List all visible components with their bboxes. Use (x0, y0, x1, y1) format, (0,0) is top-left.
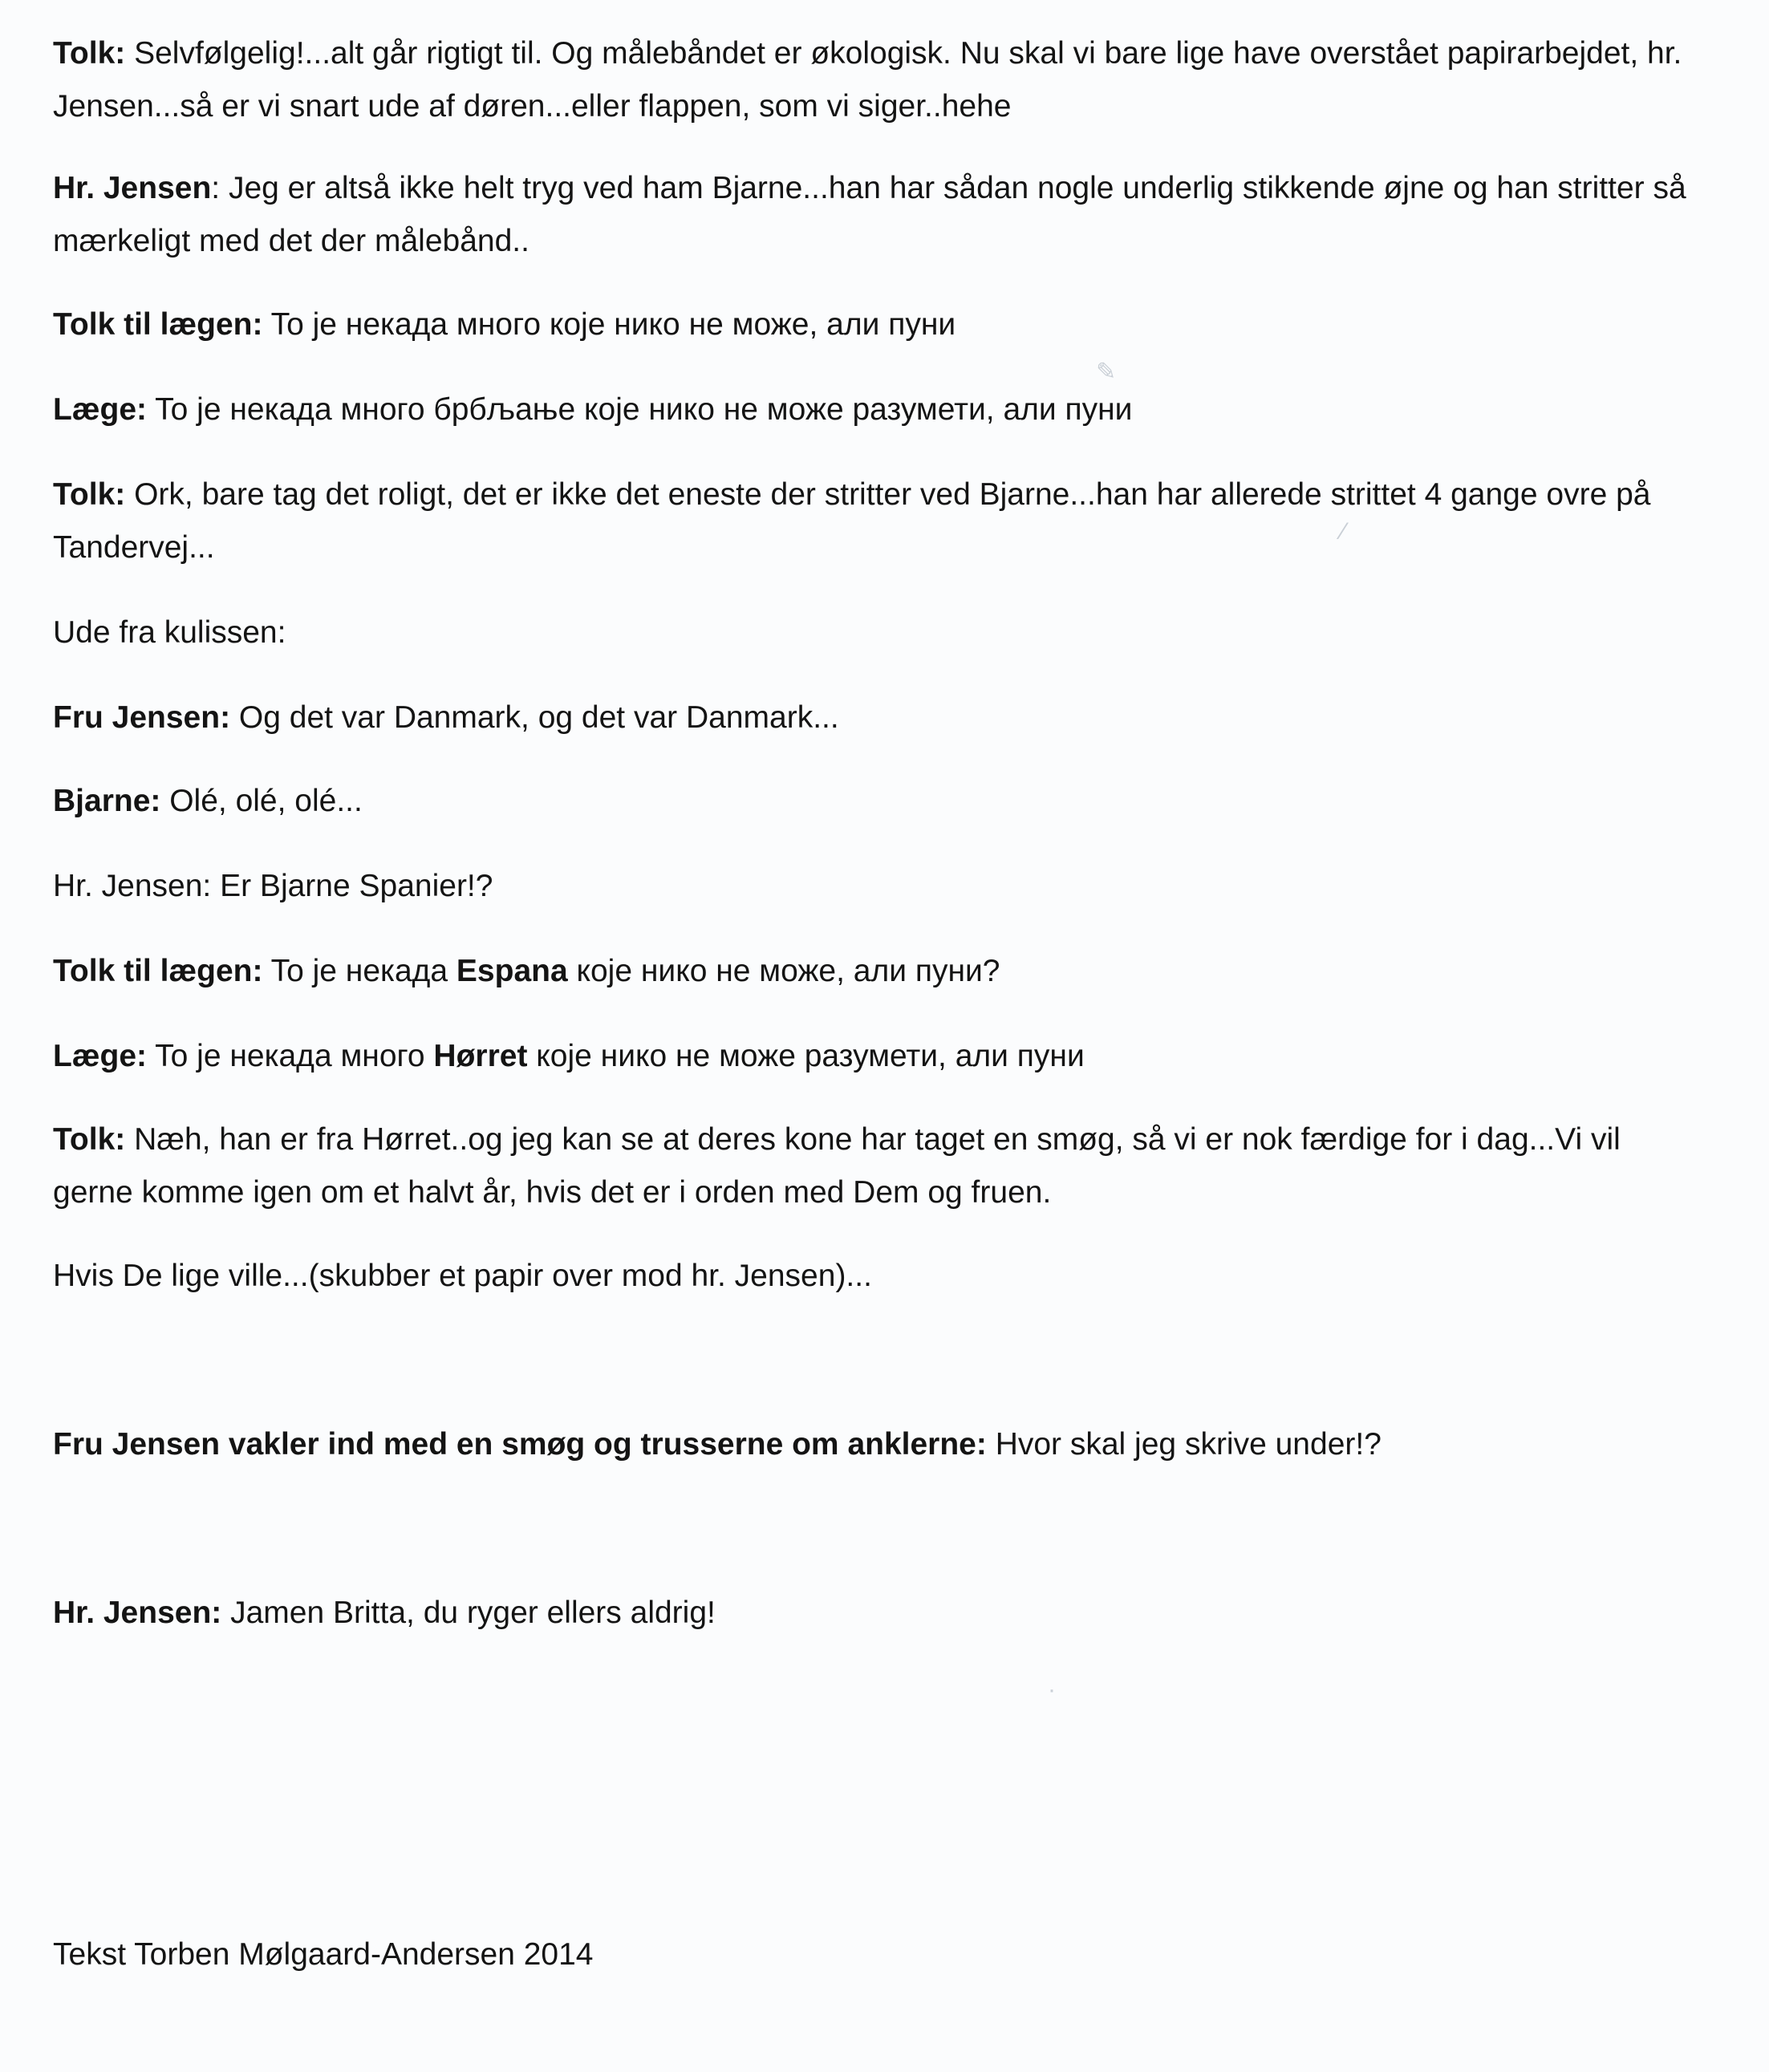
scan-speck-mark: ✎ (1096, 359, 1117, 385)
dialogue-text: To je некада (262, 954, 456, 988)
dialogue-text: Og det var Danmark, og det var Danmark... (230, 700, 839, 735)
dialogue-text: Hr. Jensen: Er Bjarne Spanier!? (53, 869, 493, 903)
dialogue-text: To je некада много (147, 1039, 434, 1073)
dialogue-paragraph-9 (53, 860, 1706, 913)
dialogue-text: које нико не може разумети, али пуни (527, 1039, 1085, 1073)
speaker-label: Hr. Jensen: (53, 1596, 222, 1630)
dialogue-text: : Jeg er altså ikke helt tryg ved ham Bjarne...han har sådan nogle underlig stikkende øjne og han stritter så mærkeligt med det der målebånd.. (53, 171, 1686, 258)
dialogue-paragraph-1 (53, 27, 1706, 133)
speaker-label: Bjarne: (53, 784, 161, 818)
dialogue-text: To je некада много брбљање које нико не може разумети, али пуни (147, 392, 1133, 427)
dialogue-paragraph-7 (53, 691, 1706, 744)
author-credit (53, 1928, 1706, 1981)
dialogue-text: Selvfølgelig!...alt går rigtigt til. Og målebåndet er økologisk. Nu skal vi bare lige have overstået papirarbejdet, hr. Jensen...så er vi snart ude af døren...eller flappen, som vi siger..hehe (53, 36, 1682, 124)
dialogue-paragraph-14 (53, 1418, 1706, 1471)
dialogue-paragraph-12 (53, 1113, 1706, 1219)
scan-speck-mark: · (1048, 1677, 1056, 1703)
speaker-label: Fru Jensen vakler ind med en smøg og trusserne om anklerne: (53, 1427, 987, 1462)
dialogue-text: Jamen Britta, du ryger ellers aldrig! (221, 1596, 716, 1630)
dialogue-paragraph-11 (53, 1030, 1706, 1083)
emphasis-word: Hørret (433, 1039, 528, 1073)
dialogue-paragraph-5 (53, 468, 1706, 574)
dialogue-paragraph-8 (53, 775, 1706, 828)
dialogue-paragraph-2 (53, 162, 1706, 268)
dialogue-paragraph-4 (53, 383, 1706, 436)
stage-direction-text: Ude fra kulissen: (53, 615, 286, 650)
stage-direction (53, 606, 1706, 659)
dialogue-text: Ork, bare tag det roligt, det er ikke det eneste der stritter ved Bjarne...han har allerede strittet 4 gange ovre på Tandervej... (53, 477, 1651, 565)
speaker-label: Tolk til lægen: (53, 307, 263, 342)
dialogue-text: које нико не може, али пуни? (567, 954, 1000, 988)
dialogue-text: Hvor skal jeg skrive under!? (986, 1427, 1382, 1462)
speaker-label: Tolk: (53, 477, 126, 512)
emphasis-word: Espana (456, 954, 568, 988)
dialogue-text: Hvis De lige ville...(skubber et papir over mod hr. Jensen)... (53, 1259, 872, 1293)
dialogue-paragraph-10 (53, 945, 1706, 998)
speaker-label: Fru Jensen: (53, 700, 231, 735)
dialogue-text: Næh, han er fra Hørret..og jeg kan se at deres kone har taget en smøg, så vi er nok færdige for i dag...Vi vil gerne komme igen om et halvt år, hvis det er i orden med Dem og fruen. (53, 1122, 1621, 1210)
dialogue-paragraph-15 (53, 1587, 1706, 1640)
author-credit-text: Tekst Torben Mølgaard-Andersen 2014 (53, 1937, 594, 1972)
dialogue-text: Olé, olé, olé... (160, 784, 363, 818)
speaker-label: Læge: (53, 1039, 147, 1073)
speaker-label: Hr. Jensen (53, 171, 212, 205)
dialogue-paragraph-3 (53, 298, 1706, 351)
speaker-label: Tolk til lægen: (53, 954, 263, 988)
speaker-label: Læge: (53, 392, 147, 427)
speaker-label: Tolk: (53, 36, 126, 71)
speaker-label: Tolk: (53, 1122, 126, 1157)
dialogue-text: To je некада много које нико не може, али пуни (262, 307, 956, 342)
scan-speck-mark: ⁄ (1341, 518, 1346, 545)
dialogue-paragraph-13 (53, 1250, 1706, 1303)
